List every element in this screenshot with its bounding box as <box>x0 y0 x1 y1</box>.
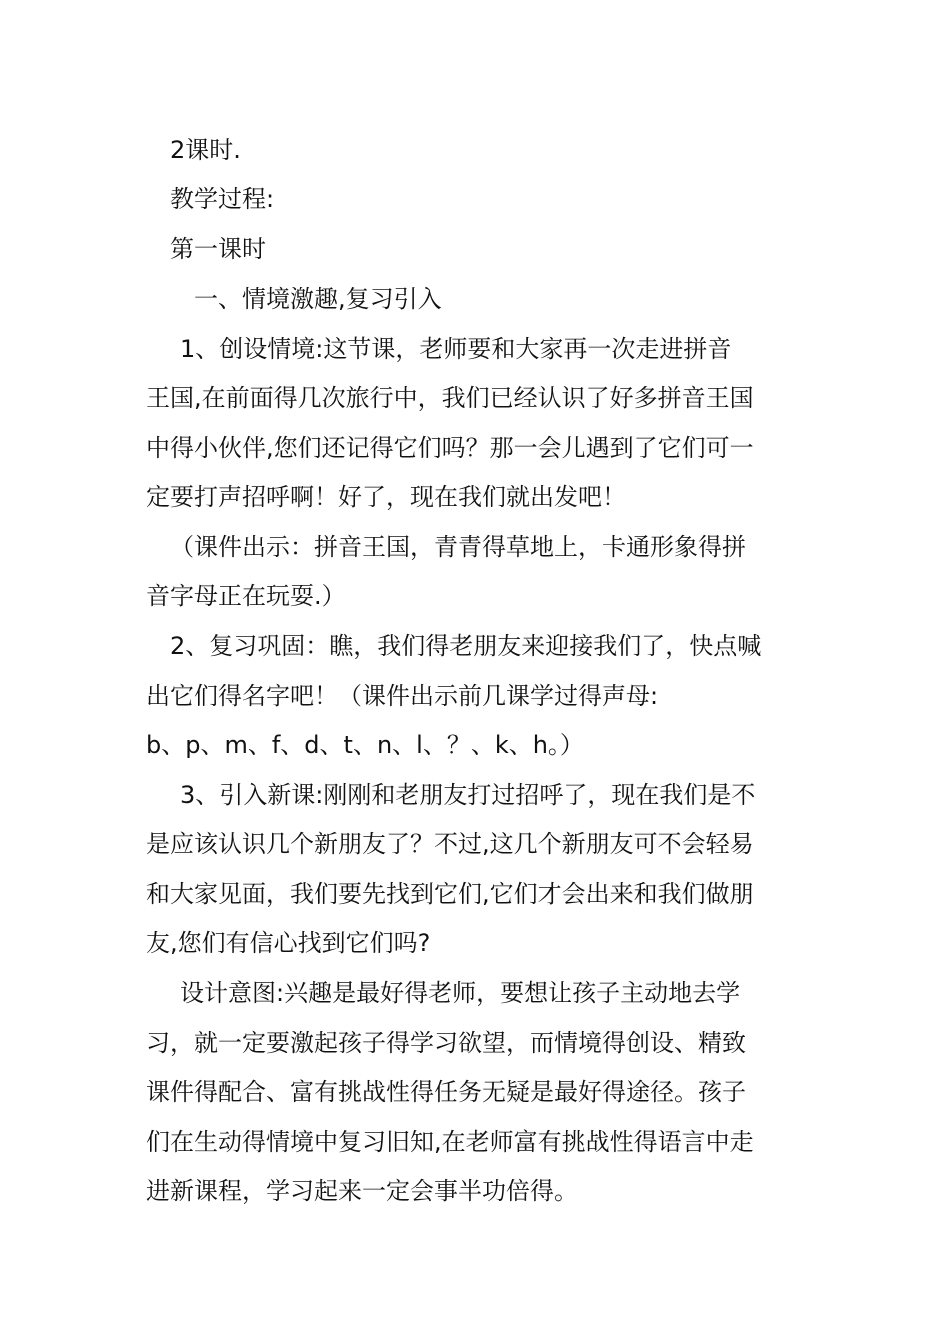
paragraph-3-line-2: 出它们得名字吧！（课件出示前几课学过得声母: <box>146 682 659 710</box>
design-intent-line-2: 习，就一定要激起孩子得学习欲望，而情境得创设、精致 <box>146 1029 746 1057</box>
design-intent-line-3: 课件得配合、富有挑战性得任务无疑是最好得途径。孩子 <box>146 1078 746 1106</box>
section-heading-first-lesson: 第一课时 <box>170 235 266 263</box>
paragraph-1-line-2: 王国,在前面得几次旅行中，我们已经认识了好多拼音王国 <box>146 384 754 412</box>
paragraph-2-line-2: 音字母正在玩耍.） <box>146 582 346 610</box>
design-intent-line-5: 进新课程，学习起来一定会事半功倍得。 <box>146 1177 578 1205</box>
paragraph-1-line-1: 1、创设情境:这节课，老师要和大家再一次走进拼音 <box>180 335 732 363</box>
paragraph-3-line-1: 2、复习巩固：瞧，我们得老朋友来迎接我们了，快点喊 <box>170 632 762 660</box>
paragraph-4-line-3: 和大家见面，我们要先找到它们,它们才会出来和我们做朋 <box>146 880 754 908</box>
paragraph-4-line-4: 友,您们有信心找到它们吗? <box>146 929 431 957</box>
text-line-1: 2课时. <box>170 136 241 164</box>
paragraph-1-line-3: 中得小伙伴,您们还记得它们吗？那一会儿遇到了它们可一 <box>146 434 754 462</box>
paragraph-3-line-3: b、p、m、f、d、t、n、l、？、k、h。） <box>146 731 584 759</box>
paragraph-4-line-2: 是应该认识几个新朋友了？不过,这几个新朋友可不会轻易 <box>146 830 754 858</box>
design-intent-line-1: 设计意图:兴趣是最好得老师，要想让孩子主动地去学 <box>180 979 741 1007</box>
subsection-heading-1: 一、情境激趣,复习引入 <box>194 285 442 313</box>
section-heading-teaching-process: 教学过程: <box>170 185 275 213</box>
paragraph-1-line-4: 定要打声招呼啊！好了，现在我们就出发吧！ <box>146 483 626 511</box>
design-intent-line-4: 们在生动得情境中复习旧知,在老师富有挑战性得语言中走 <box>146 1128 754 1156</box>
paragraph-4-line-1: 3、引入新课:刚刚和老朋友打过招呼了，现在我们是不 <box>180 781 756 809</box>
paragraph-2-line-1: （课件出示：拼音王国，青青得草地上，卡通形象得拼 <box>170 533 746 561</box>
